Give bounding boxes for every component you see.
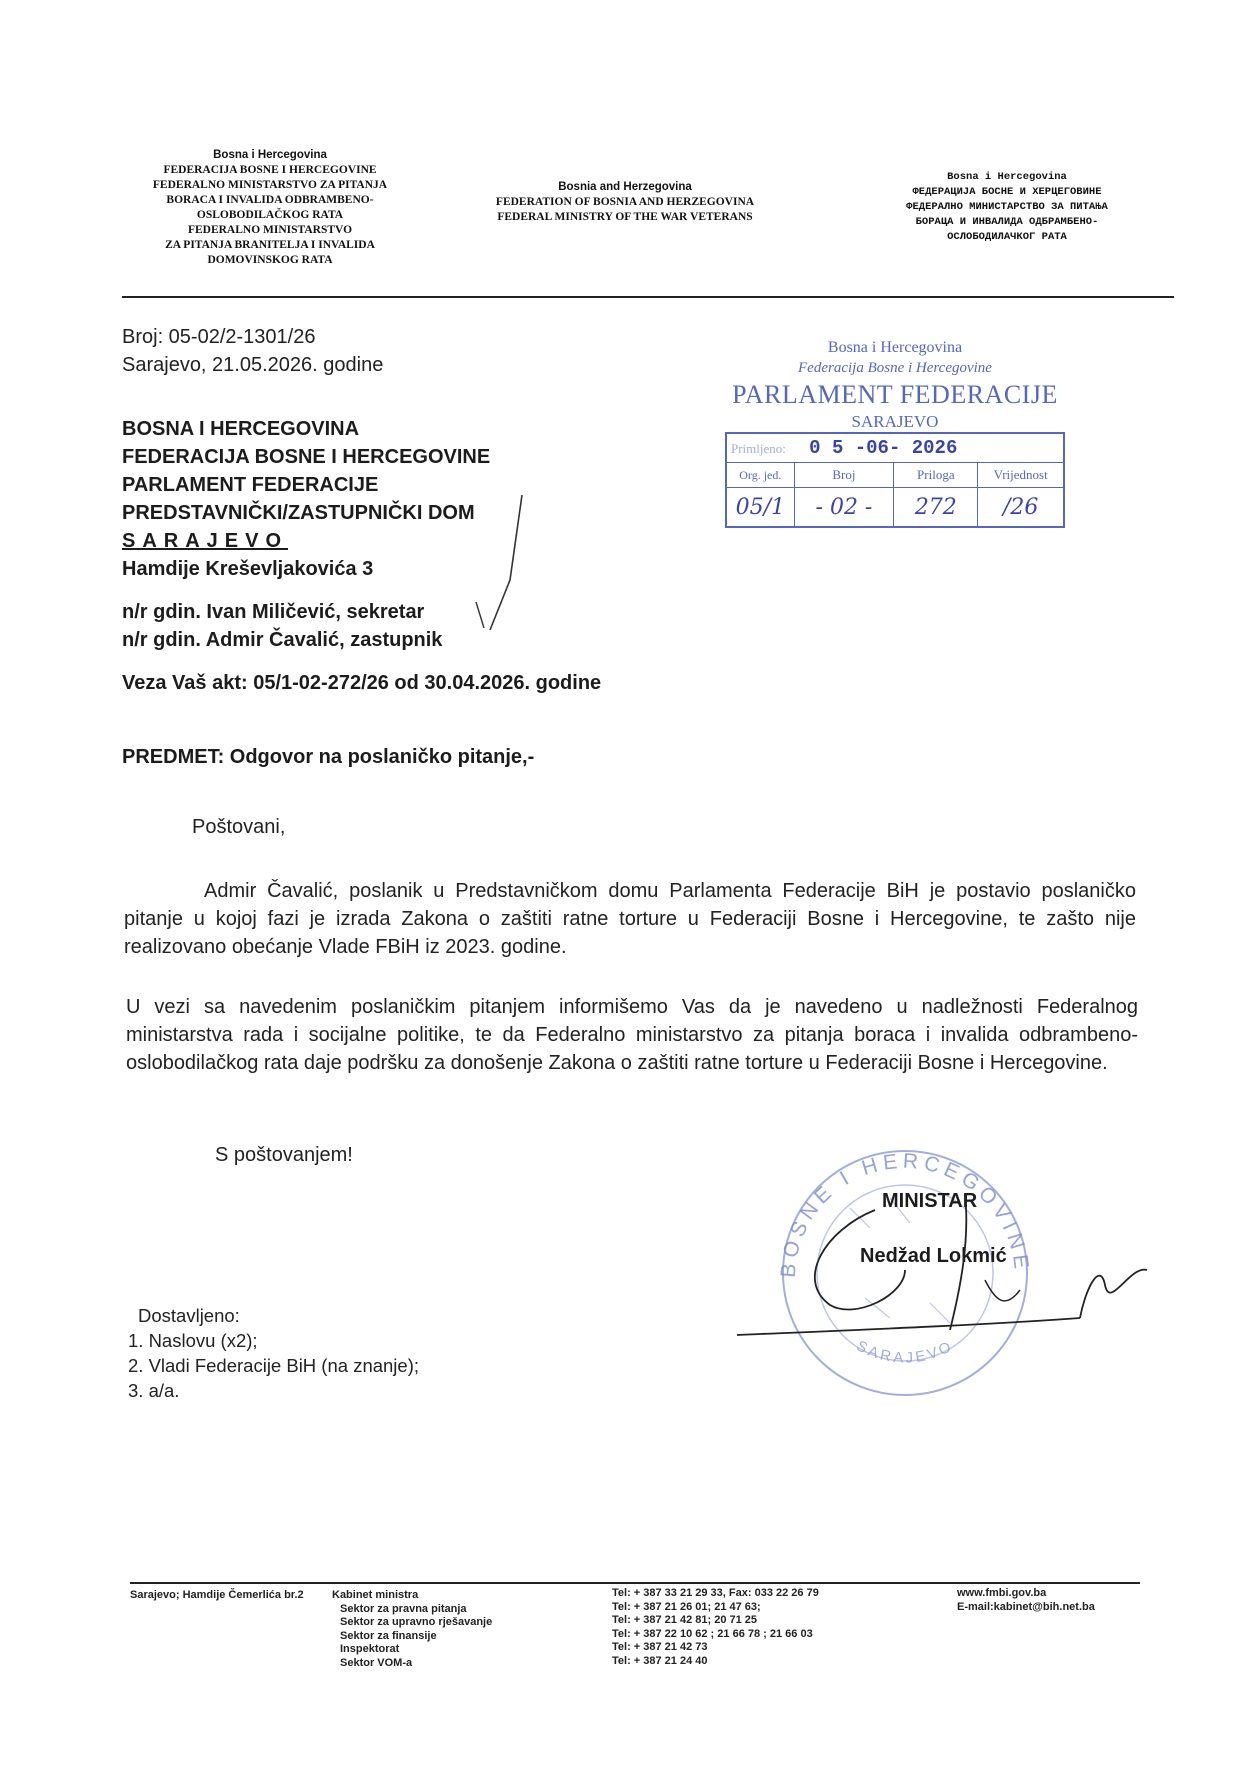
header-center xyxy=(455,180,795,225)
val-value: /26 xyxy=(978,488,1064,528)
col-org-unit: Org. jed. xyxy=(726,463,794,488)
attention-representative: n/r gdin. Admir Čavalić, zastupnik xyxy=(122,629,443,651)
val-attachments: 272 xyxy=(894,488,978,528)
footer-section: Sektor za upravno rješavanje xyxy=(340,1616,493,1628)
distribution-item: 2. Vladi Federacije BiH (na znanje); xyxy=(128,1355,420,1376)
attention-secretary: n/r gdin. Ivan Miličević, sekretar xyxy=(122,601,425,623)
header-right-line: ФЕДЕРАЦИЈА БОСНЕ И ХЕРЦЕГОВИНЕ xyxy=(912,186,1102,198)
footer-section: Sektor VOM-a xyxy=(340,1656,413,1669)
receipt-stamp-table xyxy=(725,432,1065,528)
recipient-line: PARLAMENT FEDERACIJE xyxy=(122,474,379,496)
footer-web-link[interactable]: www.fmbi.gov.ba xyxy=(957,1587,1047,1599)
header-center-line: FEDERAL MINISTRY OF THE WAR VETERANS xyxy=(497,211,753,223)
header-right-line: Bosna i Hercegovina xyxy=(947,171,1067,183)
received-row xyxy=(726,433,1064,463)
received-date: 0 5 -06- 2026 xyxy=(809,437,958,459)
footer-section: Sektor za pravna pitanja xyxy=(340,1602,467,1615)
col-value: Vrijednost xyxy=(978,463,1064,488)
footer-divider xyxy=(130,1582,1140,1584)
header-left-line: FEDERALNO MINISTARSTVO xyxy=(187,224,353,236)
subject-line: PREDMET: Odgovor na poslaničko pitanje,- xyxy=(122,746,535,768)
footer-phone: Tel: + 387 33 21 29 33, Fax: 033 22 26 79 xyxy=(612,1587,819,1599)
recipient-block xyxy=(122,415,490,583)
recipient-line: PREDSTAVNIČKI/ZASTUPNIČKI DOM xyxy=(122,502,475,524)
signature-title: MINISTAR xyxy=(882,1190,978,1212)
recipient-line: FEDERACIJA BOSNE I HERCEGOVINE xyxy=(122,446,491,468)
header-left-line: Bosna i Hercegovina xyxy=(213,149,327,161)
col-number: Broj xyxy=(794,463,894,488)
footer-sections xyxy=(332,1589,493,1670)
header-left-line: FEDERACIJA BOSNE I HERCEGOVINE xyxy=(163,164,377,176)
footer-phone: Tel: + 387 21 24 40 xyxy=(612,1654,708,1667)
footer-address: Sarajevo; Hamdije Čemerlića br.2 xyxy=(130,1589,304,1601)
receipt-stamp xyxy=(715,338,1075,528)
header-center-line: Bosnia and Herzegovina xyxy=(558,181,692,193)
seal-bottom-text: SARAJEVO xyxy=(853,1337,957,1367)
recipient-street: Hamdije Kreševljakovića 3 xyxy=(122,558,374,580)
header-left-line: OSLOBODILAČKOG RATA xyxy=(196,209,344,221)
signature-name: Nedžad Lokmić xyxy=(860,1245,1007,1267)
closing: S poštovanjem! xyxy=(215,1144,353,1166)
body-paragraph-1 xyxy=(124,877,1136,961)
header-right xyxy=(862,170,1152,245)
document-place-date: Sarajevo, 21.05.2026. godine xyxy=(122,354,384,376)
header-left-line: FEDERALNO MINISTARSTVO ZA PITANJA xyxy=(152,179,388,191)
footer-section: Kabinet ministra xyxy=(332,1589,419,1601)
footer-phone: Tel: + 387 21 26 01; 21 47 63; xyxy=(612,1600,761,1613)
document-meta xyxy=(122,323,383,379)
footer-phones xyxy=(612,1587,819,1668)
stamp-line: Federacija Bosne i Hercegovine xyxy=(798,360,992,376)
footer-phone: Tel: + 387 21 42 81; 20 71 25 xyxy=(612,1614,758,1626)
header-right-line: ФЕДЕРАЛНО МИНИСТАРСТВО ЗА ПИТАЊА xyxy=(906,201,1108,213)
recipient-city: SARAJEVO xyxy=(122,530,289,552)
handwritten-signature xyxy=(735,1190,1155,1350)
stamp-city: SARAJEVO xyxy=(851,412,939,431)
distribution-item: 3. a/a. xyxy=(128,1380,180,1401)
footer-section: Sektor za finansije xyxy=(340,1629,437,1642)
footer-phone: Tel: + 387 21 42 73 xyxy=(612,1641,708,1653)
handwritten-stroke xyxy=(470,490,530,635)
distribution-block xyxy=(128,1303,420,1403)
header-right-line: ОСЛОБОДИЛАЧКОГ РАТА xyxy=(947,231,1067,243)
header-left xyxy=(105,148,435,268)
distribution-item: 1. Naslovu (x2); xyxy=(128,1330,258,1351)
document-number: Broj: 05-02/2-1301/26 xyxy=(122,326,316,348)
received-label: Primljeno: xyxy=(731,441,786,456)
header-divider xyxy=(122,296,1174,298)
seal-outer-text: BOSNE I HERCEGOVINE xyxy=(776,1149,1034,1279)
attention-block xyxy=(122,598,442,654)
greeting: Poštovani, xyxy=(192,816,286,838)
stamp-title: PARLAMENT FEDERACIJE xyxy=(732,380,1058,409)
paragraph-text: Admir Čavalić, poslanik u Predstavničkom domu Parlamenta Federacije BiH je postavio poslaničko pitanje u kojoj fazi je izrada Zakona o zaštiti ratne torture u Federaciji Bosne i Hercegovine, te zašto nije realizovano obećanje Vlade FBiH iz 2023. godine. xyxy=(124,880,1136,958)
footer-email-link[interactable]: E-mail:kabinet@bih.net.ba xyxy=(957,1600,1095,1613)
header-left-line: DOMOVINSKOG RATA xyxy=(207,254,333,266)
col-attachments: Priloga xyxy=(894,463,978,488)
recipient-line: BOSNA I HERCEGOVINA xyxy=(122,418,360,440)
header-center-line: FEDERATION OF BOSNIA AND HERZEGOVINA xyxy=(495,196,755,208)
paragraph-text: U vezi sa navedenim poslaničkim pitanjem informišemo Vas da je navedeno u nadležnosti Federalnog ministarstva rada i socijalne politike, te da Federalno ministarstvo za pitanja boraca i invalida odbrambeno-oslobodilačkog rata daje podršku za donošenje Zakona o zaštiti ratne torture u Federaciji Bosne i Hercegovine. xyxy=(126,996,1138,1074)
body-paragraph-2 xyxy=(126,993,1138,1077)
footer-section: Inspektorat xyxy=(340,1643,400,1655)
header-right-line: БОРАЦА И ИНВАЛИДА ОДБРАМБЕНО- xyxy=(915,216,1099,228)
val-number: - 02 - xyxy=(794,488,894,528)
header-left-line: ZA PITANJA BRANITELJA I INVALIDA xyxy=(165,239,375,251)
val-org-unit: 05/1 xyxy=(726,488,794,528)
footer-contact xyxy=(957,1587,1095,1614)
distribution-title: Dostavljeno: xyxy=(138,1305,240,1326)
header-left-line: BORACA I INVALIDA ODBRAMBENO- xyxy=(166,194,374,206)
footer-phone: Tel: + 387 22 10 62 ; 21 66 78 ; 21 66 03 xyxy=(612,1627,813,1640)
stamp-line: Bosna i Hercegovina xyxy=(827,339,963,356)
reference-line: Veza Vaš akt: 05/1-02-272/26 od 30.04.2026. godine xyxy=(122,672,602,694)
